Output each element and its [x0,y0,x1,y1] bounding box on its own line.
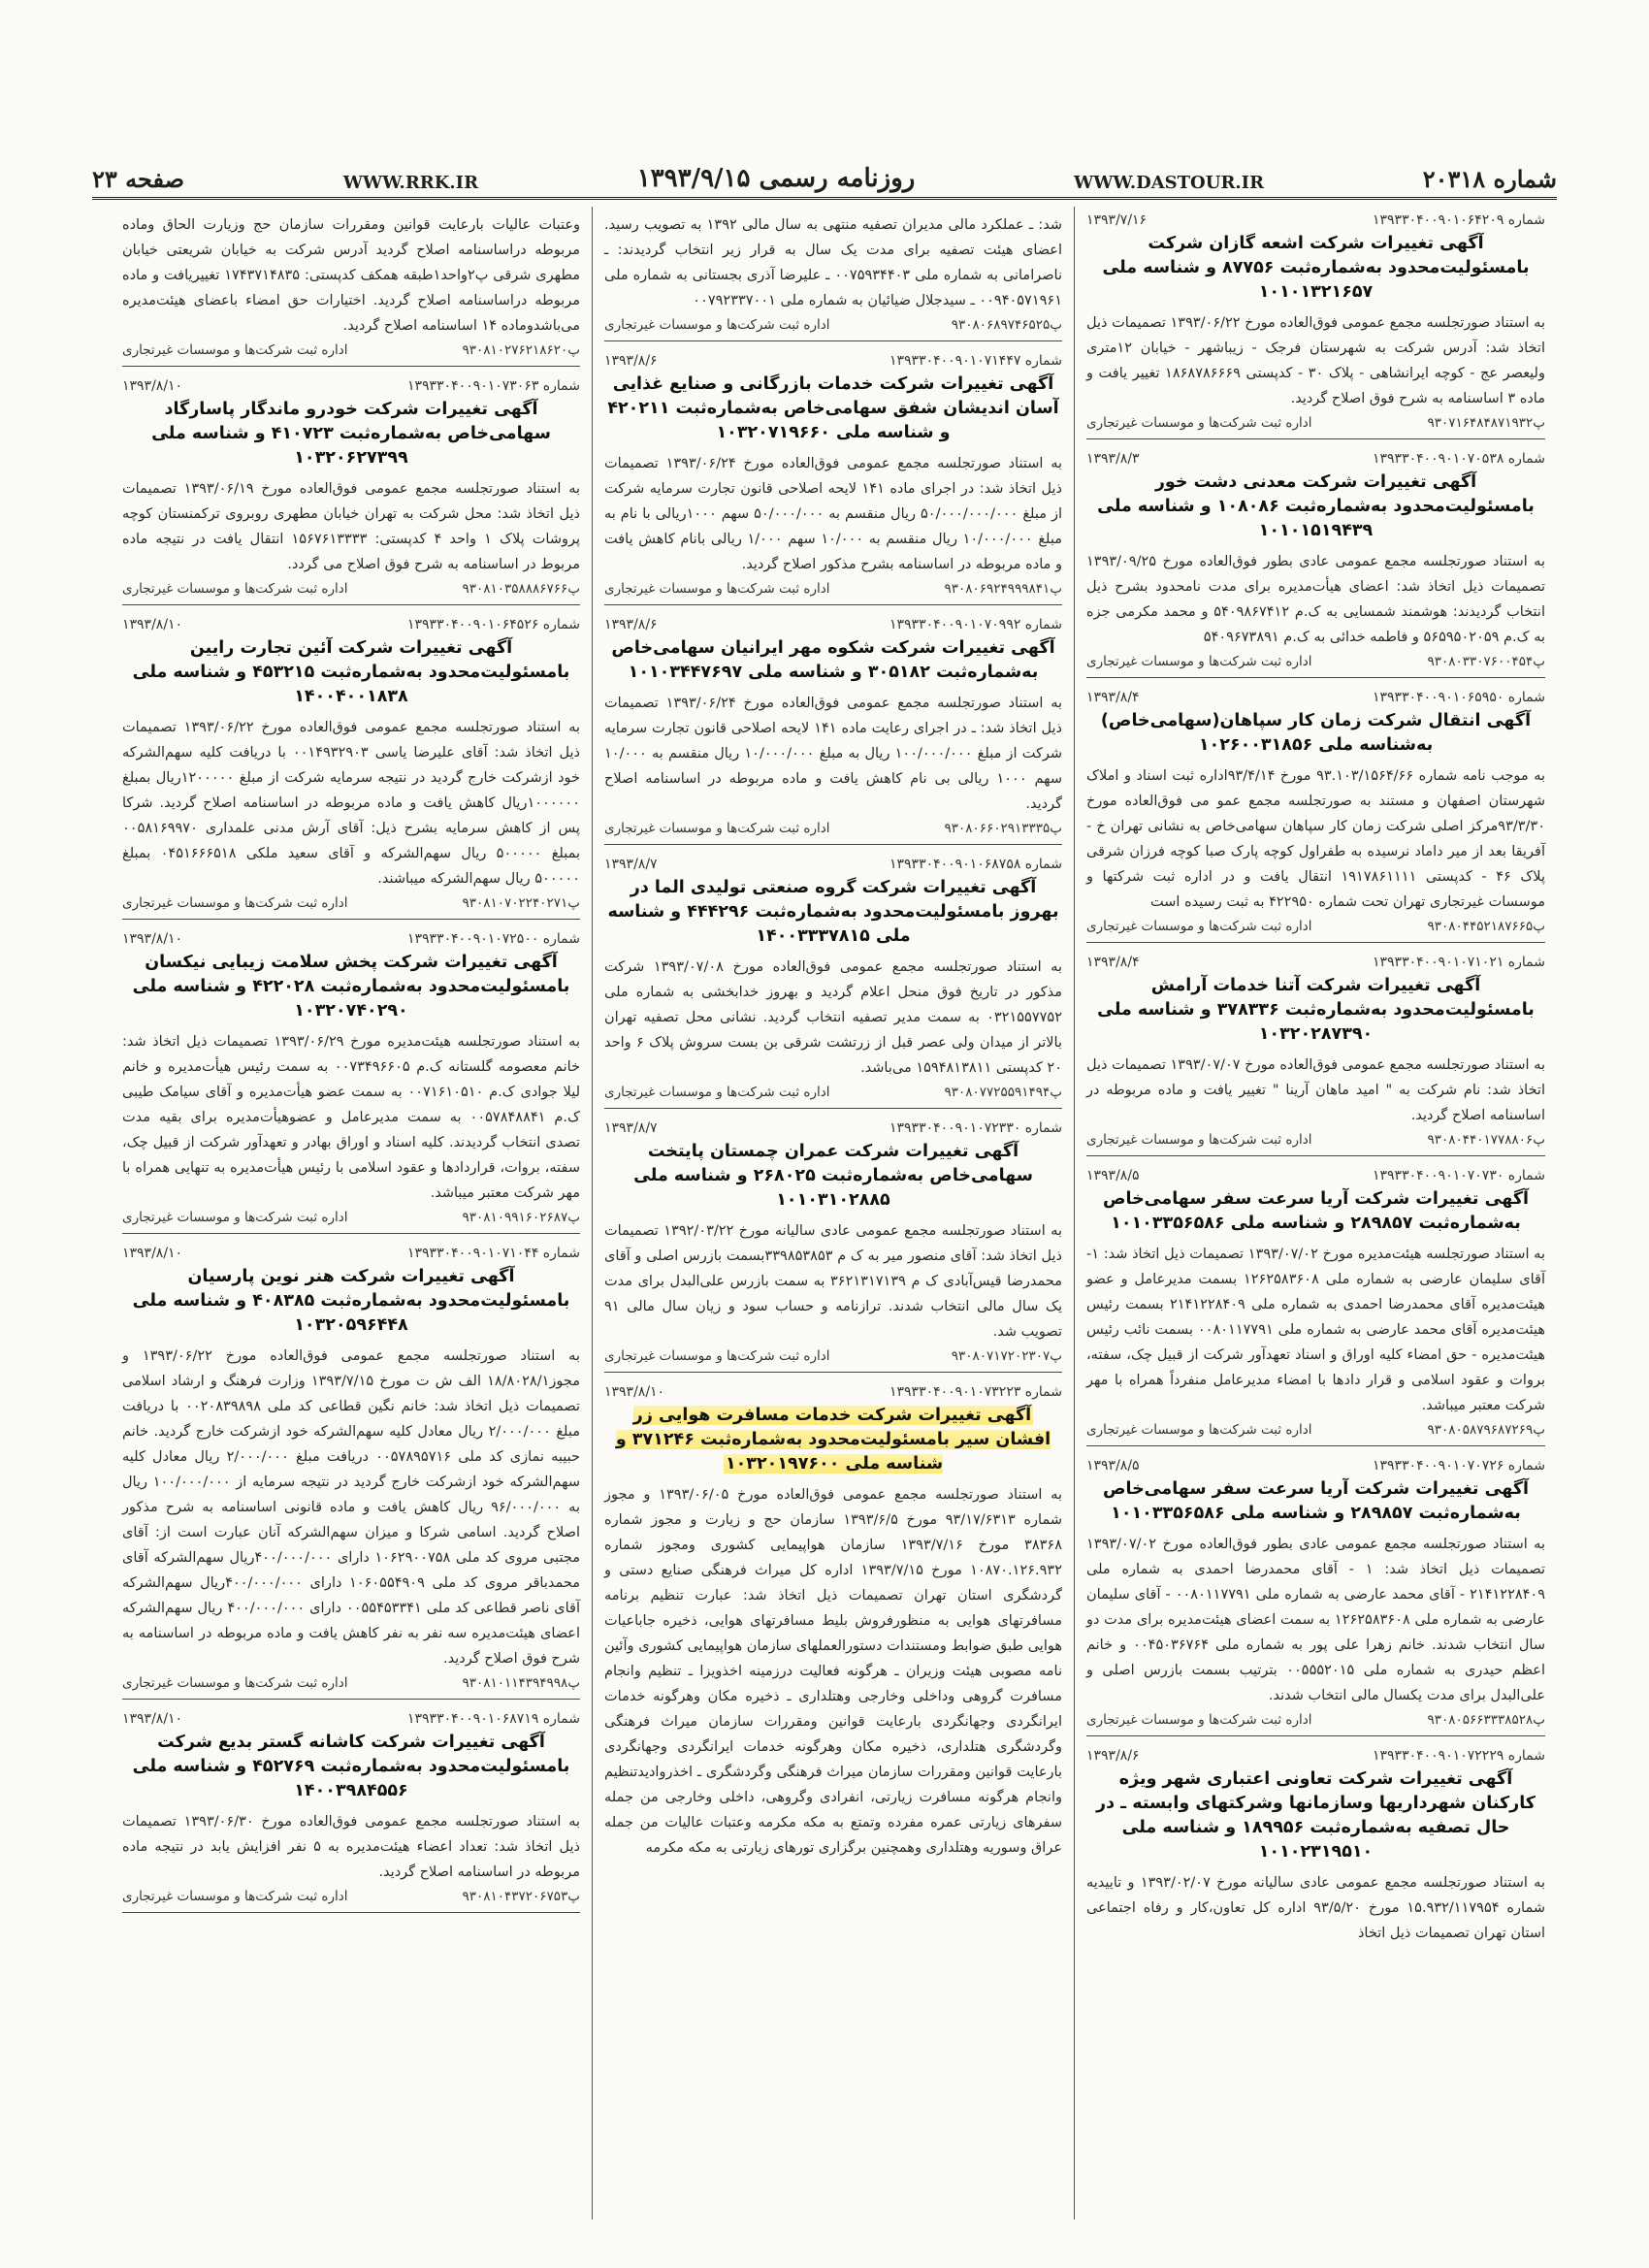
publication-date: روزنامه رسمی ۱۳۹۳/۹/۱۵ [636,164,916,193]
notice-meta [122,931,580,947]
notice-footer [122,1210,580,1225]
notice-code: پ۹۳۰۸۰۵۶۶۳۳۳۸۵۲۸ [1427,1712,1545,1728]
notice-footer [1086,1422,1545,1438]
notice-code: پ۹۳۰۸۰۳۳۰۷۶۰۰۴۵۴ [1427,654,1545,669]
notice-code: پ۹۳۰۸۱۰۹۹۱۶۰۲۶۸۷ [462,1210,580,1225]
notice-office: اداره ثبت شرکت‌ها و موسسات غیرتجاری [1086,919,1312,934]
notice [1086,1162,1545,1446]
notice-footer [604,1085,1062,1100]
page-header [92,150,1557,193]
notice-meta [604,857,1062,872]
notice-number: شماره ۱۳۹۳۳۰۴۰۰۹۰۱۰۷۰۵۳۸ [1373,451,1545,467]
notice-title [604,1404,1062,1476]
notice-title-text: آگهی انتقال شرکت زمان کار سپاهان(سهامی‌خاص) به‌شناسه ملی ۱۰۲۶۰۰۳۱۸۵۶ [1100,711,1532,755]
notice-number: شماره ۱۳۹۳۳۰۴۰۰۹۰۱۰۷۲۵۰۰ [407,931,580,947]
notice-title-text: آگهی تغییرات شرکت آریا سرعت سفر سهامی‌خاص به‌شماره‌ثبت ۲۸۹۸۵۷ و شناسه ملی ۱۰۱۰۳۳۵۶۵۸۶ [1102,1189,1530,1233]
notice [1086,1742,1545,1954]
notice-footer [122,581,580,597]
notice-code: پ۹۳۰۸۰۴۴۰۱۷۷۸۸۰۶ [1427,1132,1545,1148]
notice-date: ۱۳۹۳/۸/۳ [1086,451,1140,467]
notice-number: شماره ۱۳۹۳۳۰۴۰۰۹۰۱۰۷۳۲۲۳ [889,1384,1062,1400]
notice-meta [604,1384,1062,1400]
notice-office: اداره ثبت شرکت‌ها و موسسات غیرتجاری [604,821,830,836]
notice [1086,445,1545,678]
notice-date: ۱۳۹۳/۸/۷ [604,1120,658,1136]
notice [122,611,580,920]
notice-code: پ۹۳۰۸۰۴۴۵۲۱۸۷۶۶۵ [1427,919,1545,934]
notice-body: به استناد صورتجلسه مجمع عمومی فوق‌العاده مورخ ۱۳۹۳/۰۶/۲۴ تصمیمات ذیل اتخاذ شد: ـ در اجرای رعایت ماده ۱۴۱ لایحه اصلاحی قانون تجارت سرمایه شرکت از مبلغ ۱۰۰/۰۰۰/۰۰۰ ریال به مبلغ ۱۰/۰۰۰/۰۰۰ ریال منقسم به ۱۰/۰۰۰ سهم ۱۰۰۰ ریالی بی نام کاهش یافت و ماده مربوطه در اساسنامه اصلاح گردید. [604,696,1063,812]
notice [604,1115,1062,1373]
notice-meta [122,378,580,394]
notice-code: پ۹۳۰۸۰۶۸۹۷۴۶۵۲۵ [951,317,1062,333]
header-divider [92,197,1557,200]
notice-title-text: آگهی تغییرات شرکت معدنی دشت خور بامسئولیت‌محدود به‌شماره‌ثبت ۱۰۸۰۸۶ و شناسه ملی ۱۰۱۰۱۵۱۹۴۳۹ [1097,472,1535,540]
notice-date: ۱۳۹۳/۸/۴ [1086,955,1140,970]
notice-body: به استناد صورتجلسه مجمع عمومی فوق‌العاده مورخ ۱۳۹۳/۰۶/۳۰ تصمیمات ذیل اتخاذ شد: تعداد اعضاء هیئت‌مدیره به ۵ نفر افزایش یابد در نتیجه ماده مربوطه در اساسنامه اصلاح گردید. [122,1814,580,1880]
notice-title [1086,974,1545,1047]
notice-body: به استناد صورتجلسه مجمع عمومی عادی سالیانه مورخ ۱۳۹۲/۰۳/۲۲ تصمیمات ذیل اتخاذ شد: آقای منصور میر به ک م ۳۳۹۸۵۳۸۵۳بسمت بازرس اصلی و آقای محمدرضا قیس‌آبادی ک م ۳۶۲۱۳۱۷۱۳۹ به سمت بازرس علی‌البدل برای مدت یک سال مالی انتخاب شدند. ترازنامه و حساب سود و زیان سال مالی ۹۱ تصویب شد. [604,1223,1063,1340]
notice-meta [122,1711,580,1727]
notice-office: اداره ثبت شرکت‌ها و موسسات غیرتجاری [604,1348,830,1364]
notice-number: شماره ۱۳۹۳۳۰۴۰۰۹۰۱۰۷۳۰۶۳ [407,378,580,394]
notice-footer [122,342,580,358]
notice-title [604,1140,1062,1213]
notice-number: شماره ۱۳۹۳۳۰۴۰۰۹۰۱۰۷۲۳۳۰ [889,1120,1062,1136]
notice-body: به موجب نامه شماره ۹۳.۱۰۳/۱۵۶۴/۶۶ مورخ ۹۳/۴/۱۴اداره ثبت اسناد و املاک شهرستان اصفهان و مستند به صورتجلسه مجمع عمو می فوق‌العاده مورخ ۹۳/۳/۳۰مرکز اصلی شرکت زمان کار سپاهان سهامی‌خاص به نشانی تهران خ - آفریقا بعد از میر داماد نرسیده به طفراول کوچه پارک صبا کوچه فرزان شرقی پلاک ۴۶ - کدپستی ۱۹۱۷۸۶۱۱۱۱ انتقال یافت و در اداره ثبت شرکتها و موسسات غیرتجاری تهران تحت شماره ۴۲۲۹۵۰ به ثبت رسیده است [1086,768,1545,910]
notice-date: ۱۳۹۳/۸/۵ [1086,1458,1140,1474]
column-2 [593,207,1075,2219]
notice-title [122,398,580,470]
notice-body: وعتبات عالیات بارعایت قوانین ومقررات سازمان حج وزیارت الحاق وماده مربوطه دراساسنامه اصلاح گردید آدرس شرکت به خیابان شریعتی خیابان مطهری شرقی پ۲واحد۱طبقه همکف کدپستی: ۱۷۴۳۷۱۴۸۳۵ تغییریافت و ماده مربوطه دراساسنامه اصلاح گردید. اختیارات حق امضاء باعضای هیئت‌مدیره می‌باشدوماده ۱۴ اساسنامه اصلاح گردید. [122,217,580,334]
notice-code: پ۹۳۰۸۱۰۲۷۶۲۱۸۶۲۰ [462,342,580,358]
notice-number: شماره ۱۳۹۳۳۰۴۰۰۹۰۱۰۷۱۰۴۴ [407,1246,580,1261]
notice-date: ۱۳۹۳/۸/۱۰ [604,1384,665,1400]
notice-body: به استناد صورتجلسه مجمع عمومی عادی بطور فوق‌العاده مورخ ۱۳۹۳/۰۹/۲۵ تصمیمات ذیل اتخاذ شد: اعضای هیأت‌مدیره برای مدت نامحدود بشرح ذیل انتخاب گردیدند: هوشمند شمسایی به ک.م ۵۴۰۹۸۶۷۴۱۲ و محمد مکرمی جزه به ک.م ۵۶۵۹۵۰۲۰۵۹ و فاطمه خدائی به ک.م ۵۴۰۹۶۷۳۸۹۱ [1086,554,1545,645]
notice-number: شماره ۱۳۹۳۳۰۴۰۰۹۰۱۰۷۰۷۲۶ [1373,1458,1545,1474]
notice-title [1086,1187,1545,1236]
notice-office: اداره ثبت شرکت‌ها و موسسات غیرتجاری [1086,415,1312,431]
notice-title [1086,470,1545,543]
notice-footer [604,821,1062,836]
notice-title-text: آگهی تغییرات شرکت خودرو ماندگار پاسارگاد سهامی‌خاص به‌شماره‌ثبت ۴۱۰۷۲۳ و شناسه ملی ۱۰۳۲۰۶۲۷۳۹۹ [151,400,551,468]
notice-meta [604,1120,1062,1136]
notice-footer [1086,919,1545,934]
notice-body: به استناد صورتجلسه مجمع عمومی فوق‌العاده مورخ ۱۳۹۳/۰۶/۲۲ و مجوز۱۸/۸۰۲۸/۱ الف ش ت مورخ ۱۳۹۳/۷/۱۵ وزارت فرهنگ و ارشاد اسلامی تصمیمات ذیل اتخاذ شد: خانم نگین قطاعی کد ملی ۰۰۲۰۸۳۹۸۹۸ با دریافت مبلغ ۲/۰۰۰/۰۰۰ ریال معادل کلیه سهم‌الشرکه خود ازشرکت خارج گردید. خانم حبیبه نمازی کد ملی ۰۰۵۷۸۹۵۷۱۶ دریافت مبلغ ۲/۰۰۰/۰۰۰ ریال معادل کلیه سهم‌الشرکه خود ازشرکت خارج گردید در نتیجه سرمایه از ۱۰۰/۰۰۰/۰۰۰ ریال به ۹۶/۰۰۰/۰۰۰ ریال کاهش یافت و ماده قانونی اساسنامه به شرح مذکور اصلاح گردید. اسامی شرکا و میزان سهم‌الشرکه آنان عبارت است از: آقای مجتبی مروی کد ملی ۱۰۶۲۹۰۰۷۵۸ دارای ۴۰۰/۰۰۰/۰۰۰ریال سهم‌الشرکه آقای محمدباقر مروی کد ملی ۱۰۶۰۵۵۴۹۰۹ دارای ۴۰۰/۰۰۰/۰۰۰ریال سهم‌الشرکه آقای ناصر قطاعی کد ملی ۰۰۵۵۴۵۳۳۴۱ دارای ۴۰۰/۰۰۰/۰۰۰ ریال سهم‌الشرکه اعضای هیئت‌مدیره سه نفر به نفر کاهش یافت و ماده مربوطه در اساسنامه به شرح فوق اصلاح گردید. [122,1348,581,1667]
notice-code: پ۹۳۰۸۰۷۱۷۲۰۲۳۰۷ [951,1348,1062,1364]
notice-body: به استناد صورتجلسه هیئت‌مدیره مورخ ۱۳۹۳/۰۷/۰۲ تصمیمات ذیل اتخاذ شد: ۱- آقای سلیمان عارضی به شماره ملی ۱۲۶۲۵۸۳۶۰۸ بسمت مدیرعامل و عضو هیئت‌مدیره آقای محمدرضا احمدی به شماره ملی ۲۱۴۱۲۲۸۴۰۹ بسمت رئیس هیئت‌مدیره آقای محمد عارضی به شماره ملی ۰۰۸۰۱۱۷۷۹۱ بسمت نائب رئیس هیئت‌مدیره - حق امضاء کلیه اوراق و اسناد تعهدآور شرکت از قبیل چک، سفته، بروات و عقود اسلامی و قرار دادها با امضاء مدیرعامل منفرداً همراه با مهر شرکت معتبر میباشد. [1086,1247,1546,1413]
notice-code: پ۹۳۰۸۱۰۳۵۸۸۸۶۷۶۶ [462,581,580,597]
notice-title [1086,232,1545,305]
column-1 [1075,207,1557,2219]
newspaper-page [92,150,1557,2221]
notice-title [604,876,1062,949]
notice-code: پ۹۳۰۸۰۶۹۲۴۹۹۹۸۴۱ [944,581,1062,597]
notice-title-text: آگهی تغییرات شرکت خدمات مسافرت هوایی زر افشان سیر بامسئولیت‌محدود به‌شماره‌ثبت ۳۷۱۲۴۶ و شناسه ملی ۱۰۳۲۰۱۹۷۶۰۰ [615,1406,1051,1474]
notice-footer [1086,654,1545,669]
notice-code: پ۹۳۰۷۱۶۴۸۴۸۷۱۹۳۲ [1427,415,1545,431]
notice-date: ۱۳۹۳/۸/۴ [1086,690,1140,705]
notice-date: ۱۳۹۳/۸/۱۰ [122,617,183,632]
notice-date: ۱۳۹۳/۸/۶ [604,617,658,632]
column-3 [111,207,593,2219]
notice-body: شد: ـ عملکرد مالی مدیران تصفیه منتهی به سال مالی ۱۳۹۲ به تصویب رسید. اعضای هیئت تصفیه برای مدت یک سال به قرار زیر انتخاب گردیدند: ـ ناصرامانی به شماره ملی ۰۰۷۵۹۳۴۴۰۳ ـ علیرضا آذری بجستانی به شماره ملی ۰۰۹۴۰۵۷۱۹۶۱ ـ سیدجلال ضیائیان به شماره ملی ۰۰۷۹۲۳۳۷۰۰۱ [604,217,1063,308]
notice [604,1378,1062,1868]
notice-office: اداره ثبت شرکت‌ها و موسسات غیرتجاری [604,317,830,333]
notice-date: ۱۳۹۳/۸/۶ [604,353,658,369]
notice [122,207,580,367]
notice-office: اداره ثبت شرکت‌ها و موسسات غیرتجاری [1086,1132,1312,1148]
notice-title-text: آگهی تغییرات شرکت اشعه گازان شرکت بامسئولیت‌محدود به‌شماره‌ثبت ۸۷۷۵۶ و شناسه ملی ۱۰۱۰۱۳۲۱۶۵۷ [1102,234,1530,302]
website-rrk[interactable]: WWW.RRK.IR [342,173,479,193]
notice-number: شماره ۱۳۹۳۳۰۴۰۰۹۰۱۰۷۰۹۹۲ [889,617,1062,632]
notice-meta [1086,1458,1545,1474]
notice-title [122,951,580,1023]
notice-meta [1086,1748,1545,1764]
notice [1086,684,1545,943]
notice-meta [604,617,1062,632]
notice-title-text: آگهی تغییرات شرکت آتنا خدمات آرامش بامسئولیت‌محدود به‌شماره‌ثبت ۳۷۸۳۳۶ و شناسه ملی ۱۰۳۲۰۲۸۷۳۹۰ [1097,976,1535,1044]
notice [604,347,1062,605]
notice-number: شماره ۱۳۹۳۳۰۴۰۰۹۰۱۰۷۱۴۴۷ [889,353,1062,369]
notice-code: پ۹۳۰۸۱۰۷۰۲۲۴۰۲۷۱ [462,895,580,911]
notice-number: شماره ۱۳۹۳۳۰۴۰۰۹۰۱۰۷۱۰۲۱ [1373,955,1545,970]
notice-number: شماره ۱۳۹۳۳۰۴۰۰۹۰۱۰۶۸۷۵۸ [889,857,1062,872]
notice [1086,1452,1545,1736]
notice-office: اداره ثبت شرکت‌ها و موسسات غیرتجاری [604,581,830,597]
notice-body: به استناد صورتجلسه مجمع عمومی فوق‌العاده مورخ ۱۳۹۳/۰۶/۰۵ و مجوز شماره ۹۳/۱۷/۶۳۱۳ مورخ ۱۳۹۳/۶/۵ سازمان حج و زیارت و مجوز شماره ۳۸۳۶۸ مورخ ۱۳۹۳/۷/۱۶ سازمان هواپیمایی کشوری ومجوز شماره ۱۰۸۷۰.۱۲۶.۹۳۲ مورخ ۱۳۹۳/۷/۱۵ اداره کل میراث فرهنگی صنایع دستی و گردشگری استان تهران تصمیمات ذیل اتخاذ شد: عبارت تنظیم برنامه مسافرتهای هوایی به منظورفروش بلیط مسافرتهای هوایی، ذخیره جاباعیات هوایی طبق ضوابط ومستندات دستورالعملهای سازمان هواپیمایی کشوری وآئین نامه مصوبی هیئت وزیران ـ هرگونه فعالیت درزمینه اخذویزا ـ تنظیم وانجام مسافرت گروهی وداخلی وخارجی وهتلداری ـ ذخیره مکان وهرگونه خدمات ایرانگردی وجهانگردی بارعایت قوانین ومقررات سازمان میراث فرهنگی وگردشگری هتلداری، ذخیره مکان وهرگونه خدمات ایرانگردی وجهانگردی بارعایت قوانین ومقررات سازمان میراث فرهنگی وگردشگری ـ اخذروادیدتنظیم وانجام هرگونه مسافرت زیارتی، انفرادی وگروهی، داخلی وخارجی من جمله سفرهای زیارتی عمره مفرده وتمتع به مکه مکرمه وعتبات عالیات من جمله عراق وسوریه وهتلداری وهمچنین برگزاری تورهای زیارتی به مکه مکرمه [604,1487,1062,1856]
notice-title [604,373,1062,445]
notice-date: ۱۳۹۳/۷/۱۶ [1086,212,1148,228]
notice-footer [122,895,580,911]
notice-title [122,1731,580,1803]
notice-office: اداره ثبت شرکت‌ها و موسسات غیرتجاری [1086,1422,1312,1438]
notice-office: اداره ثبت شرکت‌ها و موسسات غیرتجاری [122,1675,348,1691]
notice-title-text: آگهی تغییرات شرکت شکوه مهر ایرانیان سهامی‌خاص به‌شماره‌ثبت ۳۰۵۱۸۲ و شناسه ملی ۱۰۱۰۳۴۴۷۶۹۷ [611,638,1055,682]
notice-code: پ۹۳۰۸۱۰۴۳۷۲۰۶۷۵۳ [462,1889,580,1904]
issue-number: شماره ۲۰۳۱۸ [1422,165,1557,193]
notice-date: ۱۳۹۳/۸/۵ [1086,1168,1140,1183]
notice-body: به استناد صورتجلسه هیئت‌مدیره مورخ ۱۳۹۳/۰۶/۲۹ تصمیمات ذیل اتخاذ شد: خانم معصومه گلستانه ک.م ۰۰۷۳۴۹۶۶۰۵ به سمت رئیس هیأت‌مدیره و خانم لیلا جوادی ک.م ۰۰۷۱۶۱۰۵۱۰ به سمت عضو هیأت‌مدیره و آقای سیامک طیبی ک.م ۰۰۵۷۸۴۸۸۴۱ به سمت مدیرعامل و عضوهیأت‌مدیره برای بقیه مدت تصدی انتخاب گردیدند. کلیه اسناد و اوراق بهادر و تعهدآور شرکت از قبیل چک، سفته، بروات، قراردادها و عقود اسلامی با رئیس هیأت‌مدیره به تنهایی همراه با مهر شرکت معتبر میباشد. [122,1034,580,1201]
notice-footer [1086,415,1545,431]
notice-office: اداره ثبت شرکت‌ها و موسسات غیرتجاری [604,1085,830,1100]
page-number: صفحه ۲۳ [92,165,185,193]
notice-meta [1086,690,1545,705]
notice-number: شماره ۱۳۹۳۳۰۴۰۰۹۰۱۰۷۲۲۲۹ [1373,1748,1545,1764]
notice-meta [1086,212,1545,228]
notice-date: ۱۳۹۳/۸/۷ [604,857,658,872]
notice-body: به استناد صورتجلسه مجمع عمومی فوق‌العاده مورخ ۱۳۹۳/۰۷/۰۷ تصمیمات ذیل اتخاذ شد: نام شرکت به " امید ماهان آرینا " تغییر یافت و ماده مربوطه در اساسنامه اصلاح گردید. [1086,1057,1545,1123]
notice-meta [604,353,1062,369]
notice-code: پ۹۳۰۸۱۰۱۱۴۳۹۴۹۹۸ [462,1675,580,1691]
notice-code: پ۹۳۰۸۰۷۷۲۵۵۹۱۴۹۴ [944,1085,1062,1100]
notice-footer [604,1348,1062,1364]
notice-body: به استناد صورتجلسه مجمع عمومی عادی سالیانه مورخ ۱۳۹۳/۰۲/۰۷ و تاییدیه شماره ۱۵.۹۳۲/۱۱۷۹۵۴ مورخ ۹۳/۵/۲۰ اداره کل تعاون،کار و رفاه اجتماعی استان تهران تصمیمات ذیل اتخاذ [1086,1875,1545,1941]
notice-number: شماره ۱۳۹۳۳۰۴۰۰۹۰۱۰۶۴۵۲۶ [407,617,580,632]
notice-meta [122,617,580,632]
notice-footer [604,317,1062,333]
notice-title-text: آگهی تغییرات شرکت گروه صنعتی تولیدی الما در بهروز بامسئولیت‌محدود به‌شماره‌ثبت ۴۴۴۲۹۶ و شناسه ملی ۱۴۰۰۳۳۳۷۸۱۵ [607,878,1059,946]
notice [122,925,580,1234]
notice-meta [1086,451,1545,467]
notice-code: پ۹۳۰۸۰۵۸۷۹۶۸۷۲۶۹ [1427,1422,1545,1438]
notice-title [1086,709,1545,758]
notice-footer [122,1889,580,1904]
notice-meta [122,1246,580,1261]
notice-footer [604,581,1062,597]
notice-footer [1086,1132,1545,1148]
notice-office: اداره ثبت شرکت‌ها و موسسات غیرتجاری [122,342,348,358]
notice [122,1705,580,1913]
notice-body: به استناد صورتجلسه مجمع عمومی فوق‌العاده مورخ ۱۳۹۳/۰۶/۲۲ تصمیمات ذیل اتخاذ شد: آدرس شرکت به شهرستان فرجک - زیباشهر - خیابان ۱۲متری ولیعصر عج - کوچه ایرانشاهی - پلاک ۳۰ - کدپستی ۱۸۶۸۷۸۶۶۶۹ تغییر یافت و ماده ۳ اساسنامه به شرح فوق اصلاح گردید. [1086,315,1545,406]
notice [122,1240,580,1700]
notice-title [122,1265,580,1338]
notice [604,851,1062,1109]
notice-body: به استناد صورتجلسه مجمع عمومی عادی بطور فوق‌العاده مورخ ۱۳۹۳/۰۷/۰۲ تصمیمات ذیل اتخاذ شد: ۱ - آقای محمدرضا احمدی به شماره ملی ۲۱۴۱۲۲۸۴۰۹ - آقای محمد عارضی به شماره ملی ۰۰۸۰۱۱۷۷۹۱ - آقای سلیمان عارضی به شماره ملی ۱۲۶۲۵۸۳۶۰۸ به سمت اعضای هیئت‌مدیره برای مدت دو سال انتخاب شدند. خانم زهرا علی پور به شماره ملی ۰۰۴۵۰۳۶۷۶۴ و خانم اعظم حیدری به شماره ملی ۰۰۵۵۵۲۰۱۵ بترتیب بسمت بازرس اصلی و علی‌البدل برای مدت یکسال مالی انتخاب شدند. [1086,1537,1546,1703]
notice-code: پ۹۳۰۸۰۶۶۰۲۹۱۳۳۳۵ [944,821,1062,836]
notice-title-text: آگهی تغییرات شرکت پخش سلامت زیبایی نیکسان بامسئولیت‌محدود به‌شماره‌ثبت ۴۲۲۰۲۸ و شناسه ملی ۱۰۳۲۰۷۴۰۲۹۰ [132,953,570,1021]
notice-title-text: آگهی تغییرات شرکت تعاونی اعتباری شهر ویژه کارکنان شهرداریها وسازمانها وشرکتهای وابسته ـ در حال تصفیه به‌شماره‌ثبت ۱۸۹۹۵۶ و شناسه ملی ۱۰۱۰۲۳۱۹۵۱۰ [1096,1769,1536,1862]
notice-body: به استناد صورتجلسه مجمع عمومی فوق‌العاده مورخ ۱۳۹۳/۰۷/۰۸ شرکت مذکور در تاریخ فوق منحل اعلام گردید و بهروز خدابخشی به شماره ملی ۰۳۲۱۵۵۷۷۵۲ به سمت مدیر تصفیه انتخاب گردید. نشانی محل تصفیه تهران بالاتر از میدان ولی عصر قبل از زرتشت شرقی بن بست سروش پلاک ۶ واحد ۲۰ کدپستی ۱۵۹۴۸۱۳۸۱۱ می‌باشد. [604,959,1063,1076]
notice-date: ۱۳۹۳/۸/۶ [1086,1748,1140,1764]
notice-title-text: آگهی تغییرات شرکت هنر نوین پارسیان بامسئولیت‌محدود به‌شماره‌ثبت ۴۰۸۳۸۵ و شناسه ملی ۱۰۳۲۰۵۹۶۴۴۸ [132,1267,570,1335]
notice [1086,207,1545,439]
notice-title-text: آگهی تغییرات شرکت کاشانه گستر بدیع شرکت بامسئولیت‌محدود به‌شماره‌ثبت ۴۵۲۷۶۹ و شناسه ملی ۱۴۰۰۳۹۸۴۵۵۶ [132,1733,570,1800]
notice-date: ۱۳۹۳/۸/۱۰ [122,1711,183,1727]
notice-footer [1086,1712,1545,1728]
notice-body: به استناد صورتجلسه مجمع عمومی فوق‌العاده مورخ ۱۳۹۳/۰۶/۱۹ تصمیمات ذیل اتخاذ شد: محل شرکت به تهران خیابان مطهری روبروی ترکمنستان کوچه پروشات پلاک ۱ واحد ۴ کدپستی: ۱۵۶۷۶۱۳۳۳۳ انتقال یافت در نتیجه ماده مربوط در اساسنامه به شرح فوق اصلاح می گردد. [122,481,581,572]
notice-date: ۱۳۹۳/۸/۱۰ [122,378,183,394]
notice-title [1086,1767,1545,1864]
notice-date: ۱۳۹۳/۸/۱۰ [122,931,183,947]
notice [604,207,1062,341]
notice-number: شماره ۱۳۹۳۳۰۴۰۰۹۰۱۰۶۵۹۵۰ [1373,690,1545,705]
notice-footer [122,1675,580,1691]
columns [92,207,1557,2219]
notice-date: ۱۳۹۳/۸/۱۰ [122,1246,183,1261]
notice-office: اداره ثبت شرکت‌ها و موسسات غیرتجاری [1086,654,1312,669]
notice-body: به استناد صورتجلسه مجمع عمومی فوق‌العاده مورخ ۱۳۹۳/۰۶/۲۴ تصمیمات ذیل اتخاذ شد: در اجرای ماده ۱۴۱ لایحه اصلاحی قانون تجارت سرمایه شرکت از مبلغ ۵۰/۰۰۰/۰۰۰/۰۰۰ ریال منقسم به ۵۰/۰۰۰/۰۰۰ سهم ۱۰۰۰ریالی با نام به مبلغ ۱۰/۰۰۰/۰۰۰ ریال منقسم به ۱۰/۰۰۰ سهم ۱/۰۰۰ ریالی بانام کاهش یافت و ماده مربوطه در اساسنامه بشرح مذکور اصلاح گردید. [604,456,1062,572]
notice-office: اداره ثبت شرکت‌ها و موسسات غیرتجاری [122,895,348,911]
notice-number: شماره ۱۳۹۳۳۰۴۰۰۹۰۱۰۷۰۷۳۰ [1373,1168,1545,1183]
notice-title-text: آگهی تغییرات شرکت آئین تجارت رایین بامسئولیت‌محدود به‌شماره‌ثبت ۴۵۳۲۱۵ و شناسه ملی ۱۴۰۰۴۰۰۱۸۳۸ [132,638,570,706]
notice-body: به استناد صورتجلسه مجمع عمومی فوق‌العاده مورخ ۱۳۹۳/۰۶/۲۲ تصمیمات ذیل اتخاذ شد: آقای علیرضا یاسی ۰۰۱۴۹۳۲۹۰۳ با دریافت کلیه سهم‌الشرکه خود ازشرکت خارج گردید در نتیجه سرمایه شرکت از مبلغ ۱۲۰۰۰۰۰ریال بمبلغ ۱۰۰۰۰۰۰ریال کاهش یافت و ماده مربوطه در اساسنامه اصلاح گردید. شرکا پس از کاهش سرمایه بشرح ذیل: آقای آرش مدنی علمداری ۰۰۵۸۱۶۹۹۷۰ بمبلغ ۵۰۰۰۰۰ ریال سهم‌الشرکه و آقای سعید ملکی ۰۴۵۱۶۶۶۵۱۸ بمبلغ ۵۰۰۰۰۰ ریال سهم‌الشرکه میباشند. [122,720,581,887]
notice-office: اداره ثبت شرکت‌ها و موسسات غیرتجاری [122,581,348,597]
notice-title [1086,1477,1545,1526]
notice-title-text: آگهی تغییرات شرکت خدمات بازرگانی و صنایع غذایی آسان اندیشان شفق سهامی‌خاص به‌شماره‌ثبت ۴۲۰۲۱۱ و شناسه ملی ۱۰۳۲۰۷۱۹۶۶۰ [607,374,1059,442]
notice-title-text: آگهی تغییرات شرکت عمران چمستان پایتخت سهامی‌خاص به‌شماره‌ثبت ۲۶۸۰۲۵ و شناسه ملی ۱۰۱۰۳۱۰۲۸۸۵ [633,1142,1033,1210]
notice-title-text: آگهی تغییرات شرکت آریا سرعت سفر سهامی‌خاص به‌شماره‌ثبت ۲۸۹۸۵۷ و شناسه ملی ۱۰۱۰۳۳۵۶۵۸۶ [1102,1479,1530,1523]
notice [1086,949,1545,1156]
notice-office: اداره ثبت شرکت‌ها و موسسات غیرتجاری [122,1889,348,1904]
notice-number: شماره ۱۳۹۳۳۰۴۰۰۹۰۱۰۶۴۲۰۹ [1373,212,1545,228]
notice [604,611,1062,845]
notice-number: شماره ۱۳۹۳۳۰۴۰۰۹۰۱۰۶۸۷۱۹ [407,1711,580,1727]
notice-title [604,636,1062,685]
notice-title [122,636,580,709]
notice-office: اداره ثبت شرکت‌ها و موسسات غیرتجاری [122,1210,348,1225]
website-dastour[interactable]: WWW.DASTOUR.IR [1073,173,1265,193]
notice-meta [1086,955,1545,970]
notice [122,373,580,605]
notice-meta [1086,1168,1545,1183]
notice-office: اداره ثبت شرکت‌ها و موسسات غیرتجاری [1086,1712,1312,1728]
